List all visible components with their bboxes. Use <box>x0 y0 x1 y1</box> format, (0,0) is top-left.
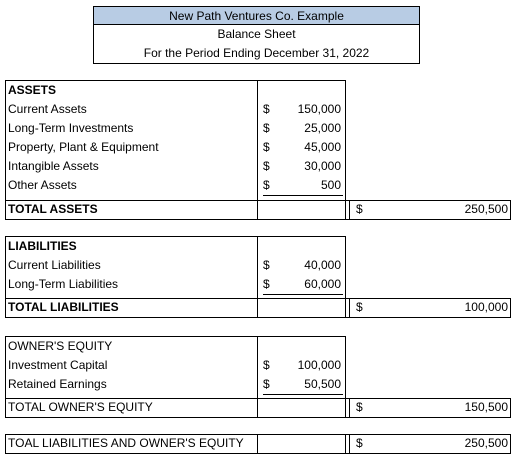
dollar-sign: $ <box>263 358 270 372</box>
line-item-value: 45,000 <box>304 140 341 154</box>
total-value: 100,000 <box>464 300 508 314</box>
total-label: TOTAL ASSETS <box>8 202 98 216</box>
table-row <box>5 157 511 176</box>
line-item-value: 150,000 <box>297 102 341 116</box>
statement-title: Balance Sheet <box>93 25 420 44</box>
line-item-value: 500 <box>320 178 341 192</box>
grand-total-value: 250,500 <box>464 436 508 450</box>
grand-total-label: TOAL LIABILITIES AND OWNER'S EQUITY <box>8 436 244 450</box>
dollar-sign: $ <box>356 300 363 314</box>
dollar-sign: $ <box>356 436 363 450</box>
line-item-label: Investment Capital <box>8 358 108 372</box>
line-item-value: 25,000 <box>304 121 341 135</box>
assets-heading-row <box>5 81 511 100</box>
total-label: TOTAL LIABILITIES <box>8 300 119 314</box>
assets-total-row <box>5 200 511 219</box>
table-row <box>5 256 511 275</box>
liabilities-heading: LIABILITIES <box>8 239 77 253</box>
liabilities-heading-row <box>5 237 511 256</box>
line-item-value: 40,000 <box>304 258 341 272</box>
dollar-sign: $ <box>263 377 270 391</box>
line-item-value: 30,000 <box>304 159 341 173</box>
equity-heading-row <box>5 337 511 356</box>
line-item-value: 100,000 <box>297 358 341 372</box>
line-item-label: Property, Plant & Equipment <box>8 140 159 154</box>
total-value: 150,500 <box>464 400 508 414</box>
dollar-sign: $ <box>263 102 270 116</box>
table-row <box>5 356 511 375</box>
equity-heading: OWNER'S EQUITY <box>8 339 113 353</box>
liabilities-section <box>5 236 511 318</box>
line-item-value: 60,000 <box>304 277 341 291</box>
line-item-label: Current Liabilities <box>8 258 101 272</box>
equity-total-row <box>5 398 511 417</box>
equity-section <box>5 336 511 418</box>
table-row <box>5 176 511 195</box>
total-value: 250,500 <box>464 202 508 216</box>
line-item-label: Other Assets <box>8 178 77 192</box>
assets-section <box>5 80 511 220</box>
line-item-label: Long-Term Investments <box>8 121 134 135</box>
company-name: New Path Ventures Co. Example <box>93 6 420 25</box>
table-row <box>5 100 511 119</box>
line-item-label: Retained Earnings <box>8 377 107 391</box>
table-row <box>5 275 511 294</box>
line-item-label: Intangible Assets <box>8 159 99 173</box>
statement-period: For the Period Ending December 31, 2022 <box>93 44 420 64</box>
table-row <box>5 138 511 157</box>
line-item-value: 50,500 <box>304 377 341 391</box>
dollar-sign: $ <box>263 140 270 154</box>
line-item-label: Long-Term Liabilities <box>8 277 119 291</box>
line-item-label: Current Assets <box>8 102 87 116</box>
table-row <box>5 119 511 138</box>
grand-total-row <box>5 434 511 453</box>
assets-heading: ASSETS <box>8 83 57 97</box>
total-label: TOTAL OWNER'S EQUITY <box>8 400 153 414</box>
table-row <box>5 375 511 394</box>
dollar-sign: $ <box>263 121 270 135</box>
dollar-sign: $ <box>263 258 270 272</box>
dollar-sign: $ <box>263 277 270 291</box>
grand-total-section <box>5 434 511 454</box>
dollar-sign: $ <box>356 400 363 414</box>
dollar-sign: $ <box>356 202 363 216</box>
liabilities-total-row <box>5 298 511 317</box>
dollar-sign: $ <box>263 159 270 173</box>
dollar-sign: $ <box>263 178 270 192</box>
